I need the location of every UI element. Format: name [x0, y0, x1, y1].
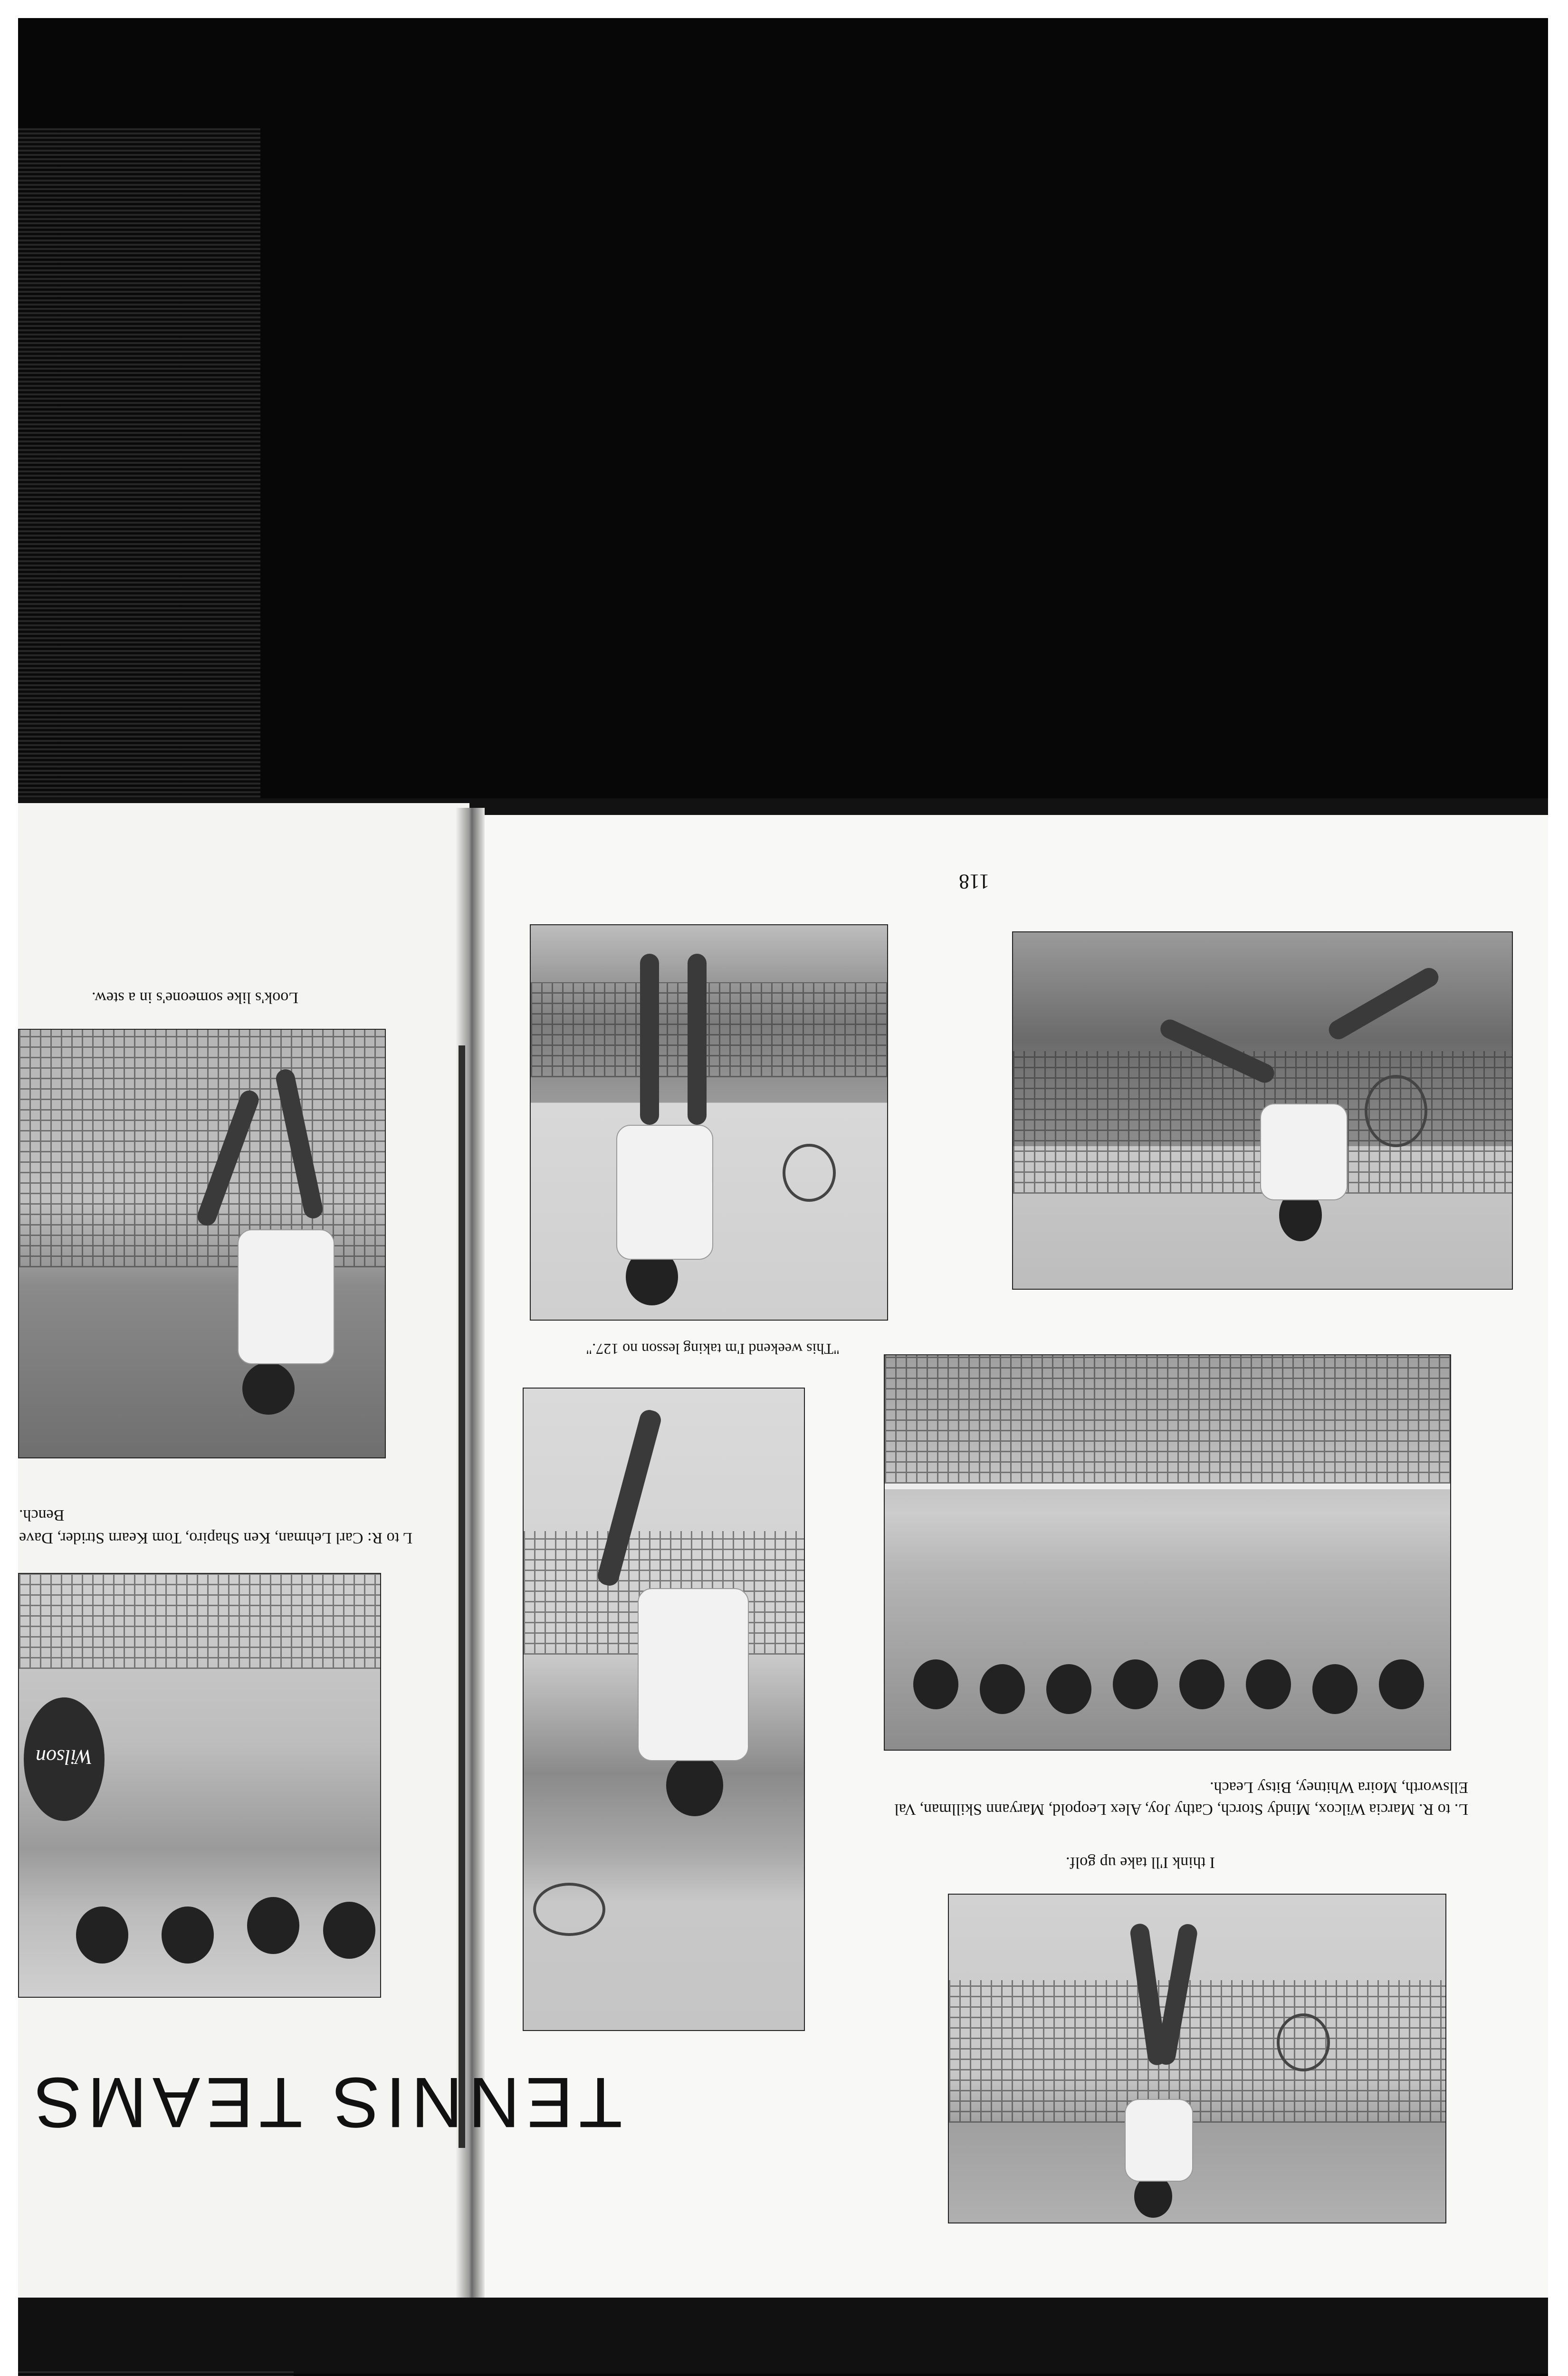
racket-cover-brand-text: Wilson: [36, 1745, 93, 1769]
caption-girls-team: [879, 1758, 1468, 1820]
team-member-head: [1179, 1659, 1224, 1709]
player-leg: [688, 954, 707, 1125]
photo-player-running: [948, 1894, 1446, 2223]
photo-girls-team: [884, 1354, 1451, 1751]
player-leg: [640, 954, 659, 1125]
player-outfit: [1260, 1103, 1348, 1200]
team-member-head: [1046, 1664, 1091, 1714]
photo-boys-team: [18, 1573, 381, 1998]
headline-text: TENNIS TEAMS: [29, 2063, 622, 2143]
bottom-edge: [18, 2298, 1548, 2374]
racket: [783, 1144, 836, 1202]
page-number: [946, 870, 1003, 898]
player-outfit: [638, 1588, 749, 1761]
caption-lesson: [546, 1340, 879, 1364]
player-outfit: [238, 1229, 335, 1364]
page-number-text: 118: [958, 870, 990, 893]
fence: [531, 982, 887, 1077]
fence: [949, 1980, 1445, 2123]
scanner-stripes-bottom: [18, 2371, 294, 2376]
team-member-head: [1312, 1664, 1358, 1714]
team-member-head: [323, 1902, 375, 1959]
net: [19, 1574, 380, 1669]
photo-player-lunge: [1012, 931, 1513, 1290]
team-member-head: [247, 1897, 299, 1954]
team-member-head: [76, 1907, 128, 1964]
caption-boys-team: [19, 1497, 437, 1549]
racket: [533, 1883, 605, 1936]
team-member-head: [1113, 1659, 1158, 1709]
caption-lesson-text: "This weekend I'm taking lesson no 127.": [585, 1341, 840, 1358]
racket: [1277, 2013, 1330, 2071]
team-member-head: [1379, 1659, 1424, 1709]
caption-stew-text: Look's like someone's in a stew.: [91, 989, 298, 1006]
player-head: [666, 1754, 723, 1816]
net: [885, 1355, 1450, 1484]
photo-girl-walking: [530, 924, 888, 1321]
racket-cover: [24, 1697, 105, 1821]
team-member-head: [1246, 1659, 1291, 1709]
fence: [19, 1030, 385, 1267]
caption-boys-team-text: L to R: Carl Lehman, Ken Shapiro, Tom Kearn Strider, Dave Bench.: [19, 1506, 413, 1547]
headline: [19, 2062, 622, 2143]
racket-cover-brand: [29, 1745, 100, 1773]
caption-golf-text: I think I'll take up golf.: [1066, 1854, 1215, 1871]
caption-stew: [48, 988, 342, 1012]
team-member-head: [162, 1907, 214, 1964]
photo-boy-running: [18, 1029, 386, 1458]
gutter-shadow: [459, 1045, 465, 2148]
player-outfit: [1125, 2099, 1193, 2182]
player-head: [242, 1362, 295, 1415]
net-tape: [885, 1484, 1450, 1489]
caption-golf: [998, 1853, 1283, 1877]
scanner-stripes: [18, 128, 260, 817]
player-leg: [1325, 965, 1442, 1043]
team-member-head: [980, 1664, 1025, 1714]
team-member-head: [913, 1659, 958, 1709]
racket: [1365, 1075, 1427, 1147]
photo-player-serving: [523, 1388, 805, 2031]
caption-girls-team-text: L. to R. Marcia Wilcox, Mindy Storch, Cathy Joy, Alex Leopold, Maryann Skillman, Val Ellsworth, Moira Whitney, Bitsy Leach.: [894, 1779, 1468, 1818]
player-outfit: [616, 1125, 713, 1260]
